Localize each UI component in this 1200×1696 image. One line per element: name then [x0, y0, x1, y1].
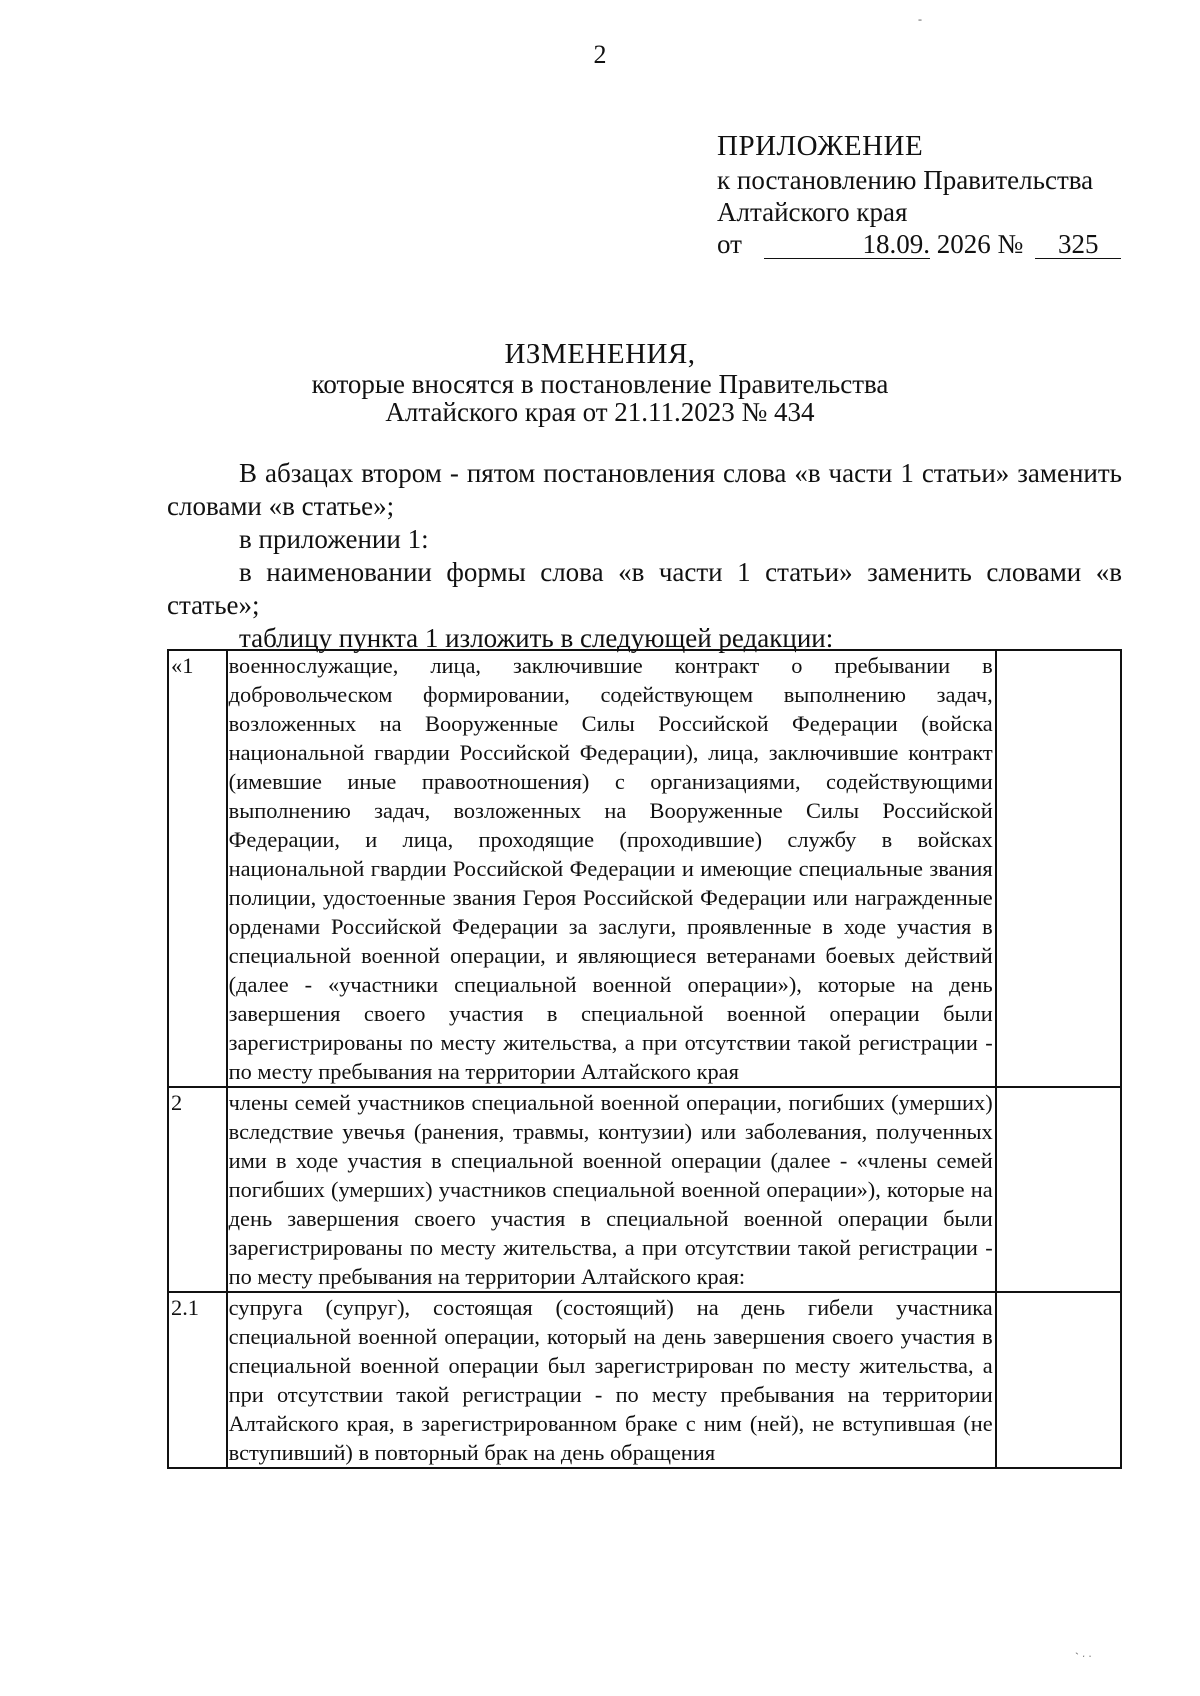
heading-title: ИЗМЕНЕНИЯ,: [504, 338, 696, 370]
decree-date: 18.09.: [764, 230, 930, 259]
row-number: 2.1: [168, 1292, 227, 1468]
scan-speck: -: [918, 12, 922, 26]
row-description: военнослужащие, лица, заключившие контракт о пребывании в добровольческом формировании, содействующем выполнению задач, возложенных на Вооруженные Силы Российской Федерации (войска национальной гвардии Российской Федерации), лица, заключившие контракт (имевшие иные правоотношения) с организациями, содействующими выполнению задач, возложенных на Вооруженные Силы Российской Федерации, и лица, проходящие (проходившие) службу в войсках национальной гвардии Российской Федерации и имеющие специальные звания полиции, удостоенные звания Героя Российской Федерации или награжденные орденами Российской Федерации за заслуги, проявленные в ходе участия в специальной военной операции, и являющиеся ветеранами боевых действий (далее - «участники специальной военной операции»), которые на день завершения своего участия в специальной военной операции были зарегистрированы по месту жительства, а при отсутствии такой регистрации - по месту пребывания на территории Алтайского края: [227, 650, 996, 1087]
heading-line-1: которые вносятся в постановление Правительства: [311, 369, 889, 399]
table-row: [168, 1087, 1121, 1292]
body-text: [167, 457, 1122, 655]
appendix-title: ПРИЛОЖЕНИЕ: [717, 130, 924, 162]
appendix-line-1: к постановлению Правительства: [717, 165, 1094, 195]
decree-number: 325: [1035, 230, 1121, 259]
paragraph: в наименовании формы слова «в части 1 статьи» заменить словами «в статье»;: [167, 557, 1122, 620]
row-empty-cell: [996, 650, 1121, 1087]
row-number: «1: [168, 650, 227, 1087]
scan-speck: ˋ ˑ ˑ: [1075, 1650, 1092, 1664]
table-row: [168, 1292, 1121, 1468]
table-row: [168, 650, 1121, 1087]
row-empty-cell: [996, 1292, 1121, 1468]
year-label: 2026 №: [936, 229, 1024, 259]
changes-table: [167, 649, 1122, 1469]
heading-line-2: Алтайского края от 21.11.2023 № 434: [385, 397, 815, 427]
appendix-block: [717, 130, 1137, 260]
appendix-date-line: [717, 228, 1137, 260]
paragraph: таблицу пункта 1 изложить в следующей редакции:: [239, 623, 834, 653]
document-heading: [0, 340, 1200, 426]
row-empty-cell: [996, 1087, 1121, 1292]
paragraph: В абзацах втором - пятом постановления слова «в части 1 статьи» заменить словами «в статье»;: [167, 458, 1122, 521]
row-description: члены семей участников специальной военной операции, погибших (умерших) вследствие увечья (ранения, травмы, контузии) или заболевания, полученных ими в ходе участия в специальной военной операции (далее - «члены семей погибших (умерших) участников специальной военной операции»), которые на день завершения своего участия в специальной военной операции были зарегистрированы по месту жительства, а при отсутствии такой регистрации - по месту пребывания на территории Алтайского края:: [227, 1087, 996, 1292]
page-number: 2: [593, 40, 607, 69]
from-label: от: [717, 229, 742, 259]
appendix-line-2: Алтайского края: [717, 197, 908, 227]
row-number: 2: [168, 1087, 227, 1292]
row-description: супруга (супруг), состоящая (состоящий) на день гибели участника специальной военной операции, который на день завершения своего участия в специальной военной операции был зарегистрирован по месту жительства, а при отсутствии такой регистрации - по месту пребывания на территории Алтайского края, в зарегистрированном браке с ним (ней), не вступившая (не вступивший) в повторный брак на день обращения: [227, 1292, 996, 1468]
paragraph: в приложении 1:: [239, 524, 429, 554]
